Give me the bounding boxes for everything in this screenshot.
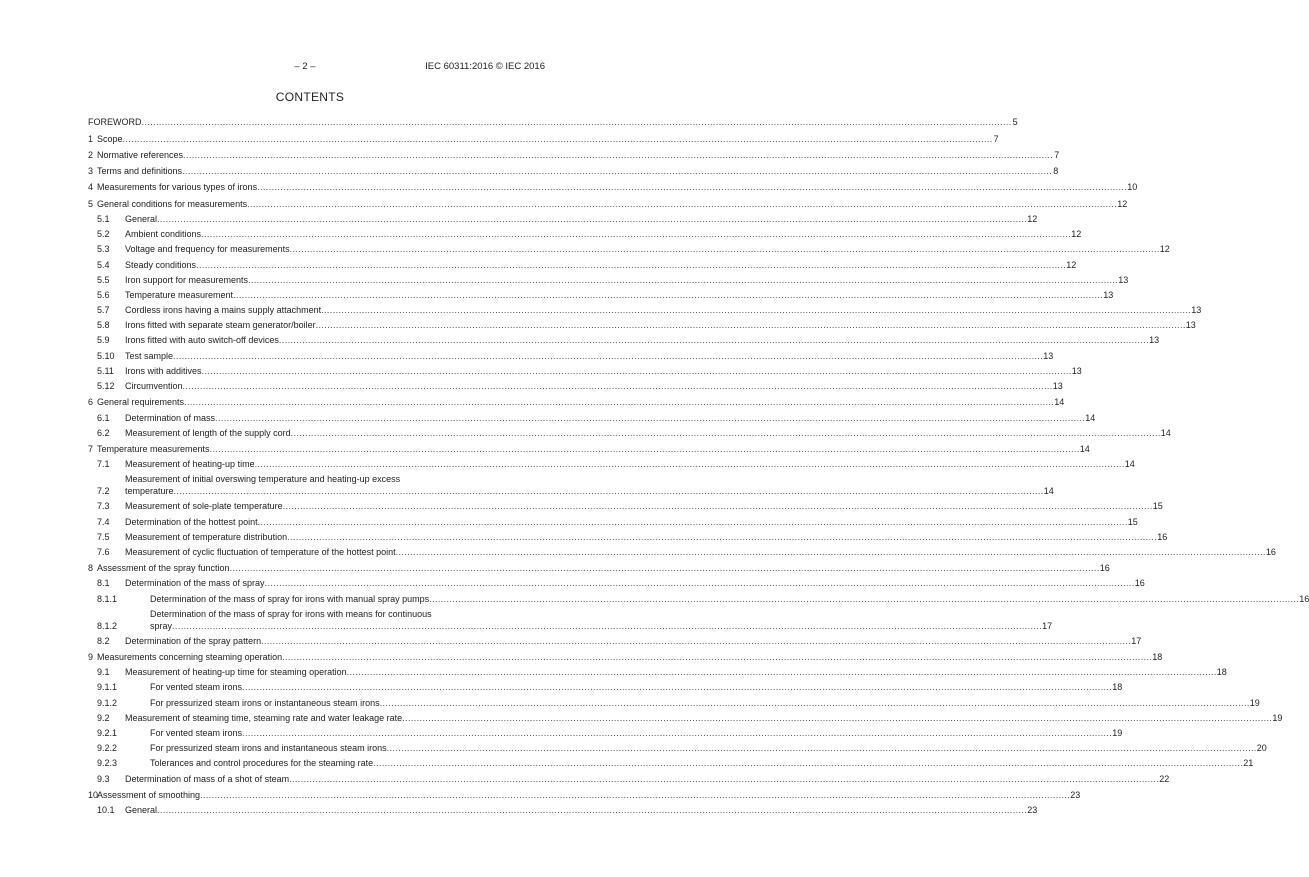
section-title: Tolerances and control procedures for the steaming rate	[150, 758, 374, 769]
section-number: 6.2	[97, 427, 110, 438]
section-title: Circumvention	[125, 381, 183, 392]
page-ref: 17	[1042, 620, 1053, 631]
section-number: 5.6	[97, 289, 110, 300]
section-title: Assessment of smoothing	[97, 789, 201, 800]
section-number: 5.3	[97, 244, 110, 255]
toc-entry[interactable]	[88, 112, 1018, 128]
section-title: Measurement of heating-up time for steaming operation	[125, 667, 347, 678]
page-ref: 13	[1071, 365, 1082, 376]
section-title: For vented steam irons	[150, 682, 243, 693]
page-ref: 16	[1265, 546, 1276, 557]
section-number: 9.1.2	[97, 697, 118, 708]
toc-entry[interactable]	[88, 455, 1135, 470]
section-number: 10.1	[97, 805, 115, 816]
toc-entry[interactable]	[88, 754, 1254, 769]
toc-entry[interactable]	[88, 801, 1038, 816]
toc-entry[interactable]	[88, 693, 1260, 708]
page-ref: 14	[1160, 427, 1171, 438]
dot-leader: ............................................................................................................................................................................................................................................................................................................	[264, 578, 1135, 589]
section-title: Assessment of the spray function	[97, 563, 230, 574]
dot-leader: ............................................................................................................................................................................................................................................................................................................	[254, 459, 1125, 470]
section-number: 5.11	[97, 365, 114, 376]
section-title: Iron support for measurements	[125, 274, 249, 285]
section-title: Scope	[97, 133, 123, 144]
section-number: 5.4	[97, 259, 110, 270]
toc-entry[interactable]	[88, 769, 1170, 784]
page-ref: 19	[1249, 697, 1260, 708]
section-number: 2	[88, 149, 94, 160]
section-number: 9.2.1	[97, 728, 118, 739]
section-number: 4	[88, 182, 94, 193]
dot-leader: ............................................................................................................................................................................................................................................................................................................	[379, 697, 1250, 708]
dot-leader: ............................................................................................................................................................................................................................................................................................................	[183, 149, 1054, 160]
dot-leader: ............................................................................................................................................................................................................................................................................................................	[386, 743, 1257, 754]
section-title: Measurement of heating-up time	[125, 459, 255, 470]
toc-entry[interactable]	[88, 739, 1267, 754]
dot-leader: ............................................................................................................................................................................................................................................................................................................	[201, 229, 1072, 240]
page-ref: 13	[1149, 335, 1160, 346]
dot-leader: ............................................................................................................................................................................................................................................................................................................	[321, 305, 1192, 316]
section-number: 8	[88, 563, 94, 574]
section-number: 9.2.3	[97, 758, 118, 769]
section-title: Measurements concerning steaming operation	[97, 652, 283, 663]
section-number: 6.1	[97, 412, 110, 423]
toc-entry[interactable]	[88, 377, 1063, 392]
dot-leader: ............................................................................................................................................................................................................................................................................................................	[278, 335, 1150, 346]
dot-leader: ............................................................................................................................................................................................................................................................................................................	[196, 259, 1067, 270]
page-ref: 18	[1216, 667, 1227, 678]
section-number: 7	[88, 444, 94, 454]
section-title: Ambient conditions	[125, 229, 202, 240]
dot-leader: ............................................................................................................................................................................................................................................................................................................	[395, 546, 1266, 557]
toc-entry[interactable]	[88, 574, 1145, 589]
toc-entry[interactable]	[88, 161, 1059, 177]
section-number: 8.1.1	[97, 593, 118, 604]
section-number: 5.8	[97, 320, 110, 331]
section-number: 9	[88, 652, 94, 663]
toc-entry[interactable]	[88, 286, 1114, 301]
section-title: Determination of the hottest point	[125, 516, 258, 527]
section-title: For pressurized steam irons and instantaneous steam irons	[150, 743, 387, 754]
page-ref: 13	[1103, 289, 1114, 300]
page-ref: 5	[1012, 117, 1018, 128]
section-title: Measurement of cyclic fluctuation of temperature of the hottest point	[125, 546, 396, 557]
toc-entry[interactable]	[88, 128, 999, 144]
toc-entry[interactable]	[88, 331, 1160, 346]
section-title: Irons fitted with auto switch-off devices	[125, 335, 279, 346]
dot-leader: ............................................................................................................................................................................................................................................................................................................	[157, 213, 1028, 224]
page-ref: 21	[1243, 758, 1254, 769]
section-title: Measurement of steaming time, steaming rate and water leakage rate	[125, 712, 403, 723]
dot-leader: ............................................................................................................................................................................................................................................................................................................	[122, 133, 993, 144]
section-number: 8.1	[97, 578, 110, 589]
section-number: 9.1.1	[97, 682, 118, 693]
page-ref: 18	[1112, 682, 1123, 693]
dot-leader: ............................................................................................................................................................................................................................................................................................................	[200, 789, 1071, 800]
dot-leader: ............................................................................................................................................................................................................................................................................................................	[257, 182, 1128, 193]
document-reference: IEC 60311:2016 © IEC 2016	[425, 61, 545, 72]
toc-entry[interactable]	[88, 663, 1227, 678]
page-ref: 15	[1152, 501, 1163, 512]
toc-entry[interactable]	[88, 210, 1038, 225]
section-number: 7.1	[97, 459, 110, 470]
page-ref: 10	[1127, 182, 1138, 193]
section-number: 7.3	[97, 501, 110, 512]
section-number: 6	[88, 397, 94, 408]
page-ref: 13	[1118, 274, 1129, 285]
toc-entry[interactable]	[88, 785, 1081, 801]
toc-entry[interactable]	[88, 632, 1142, 647]
section-number: 7.5	[97, 531, 110, 542]
dot-leader: ............................................................................................................................................................................................................................................................................................................	[242, 728, 1113, 739]
toc-entry[interactable]	[88, 470, 1054, 497]
section-title: For pressurized steam irons or instantaneous steam irons	[150, 697, 380, 708]
toc-entry[interactable]	[88, 439, 1090, 455]
page-number: – 2 –	[294, 61, 316, 72]
toc-entry[interactable]	[88, 225, 1082, 240]
section-title: Irons with additives	[125, 365, 202, 376]
page-ref: 7	[1054, 149, 1060, 160]
toc-entry[interactable]	[88, 497, 1163, 512]
section-title: Determination of mass	[125, 412, 216, 423]
toc-entry[interactable]	[88, 647, 1163, 663]
page-ref: 19	[1272, 712, 1283, 723]
page-ref: 23	[1070, 789, 1081, 800]
section-number: 9.2	[97, 712, 110, 723]
page-ref: 13	[1043, 350, 1054, 361]
section-number: 7.4	[97, 516, 110, 527]
section-number: 5.10	[97, 350, 115, 361]
section-title: Measurement of initial overswing temperature and heating-up excess	[125, 474, 401, 485]
dot-leader: ............................................................................................................................................................................................................................................................................................................	[157, 805, 1028, 816]
page-ref: 12	[1066, 259, 1077, 270]
toc-entry[interactable]	[88, 240, 1170, 255]
section-title: Determination of the mass of spray for irons with manual spray pumps	[150, 593, 430, 604]
section-number: 5.12	[97, 381, 115, 392]
section-title: Measurement of temperature distribution	[125, 531, 288, 542]
toc-entry[interactable]	[88, 177, 1138, 193]
page-ref: 14	[1054, 397, 1065, 408]
toc-entry[interactable]	[88, 605, 1053, 632]
section-title-continued: spray	[150, 620, 173, 631]
dot-leader: ............................................................................................................................................................................................................................................................................................................	[257, 516, 1128, 527]
toc-entry[interactable]	[88, 301, 1202, 316]
page-ref: 15	[1127, 516, 1138, 527]
page-ref: 14	[1085, 412, 1096, 423]
section-title: Irons fitted with separate steam generator/boiler	[125, 320, 316, 331]
page-ref: 16	[1099, 563, 1110, 574]
dot-leader: ............................................................................................................................................................................................................................................................................................................	[429, 593, 1300, 604]
section-title: Measurement of sole-plate temperature	[125, 501, 283, 512]
page-ref: 22	[1159, 773, 1170, 784]
dot-leader: ............................................................................................................................................................................................................................................................................................................	[289, 244, 1160, 255]
section-title: Normative references	[97, 149, 184, 160]
dot-leader: ............................................................................................................................................................................................................................................................................................................	[201, 365, 1072, 376]
section-title: General	[125, 805, 158, 816]
dot-leader: ............................................................................................................................................................................................................................................................................................................	[172, 620, 1043, 631]
page-ref: 8	[1053, 166, 1059, 177]
dot-leader: ............................................................................................................................................................................................................................................................................................................	[346, 667, 1217, 678]
page-ref: 14	[1079, 444, 1090, 454]
section-title: Determination of mass of a shot of steam	[125, 773, 290, 784]
section-title: Test sample	[125, 350, 174, 361]
dot-leader: ............................................................................................................................................................................................................................................................................................................	[233, 289, 1104, 300]
section-title: Measurement of length of the supply cord	[125, 427, 291, 438]
section-number: 5.5	[97, 274, 110, 285]
toc-entry[interactable]	[88, 543, 1276, 558]
dot-leader: ............................................................................................................................................................................................................................................................................................................	[247, 198, 1118, 209]
section-number: 3	[88, 166, 94, 177]
page-ref: 14	[1124, 459, 1135, 470]
dot-leader: ............................................................................................................................................................................................................................................................................................................	[287, 531, 1158, 542]
section-title: Temperature measurement	[125, 289, 234, 300]
toc-entry[interactable]	[88, 589, 1309, 604]
page-ref: 7	[993, 133, 999, 144]
page-ref: 13	[1191, 305, 1202, 316]
toc-entry[interactable]	[88, 362, 1082, 377]
toc-entry[interactable]	[88, 408, 1096, 423]
page-ref: 13	[1185, 320, 1196, 331]
page-ref: 16	[1134, 578, 1145, 589]
dot-leader: ............................................................................................................................................................................................................................................................................................................	[373, 758, 1244, 769]
page-ref: 12	[1159, 244, 1170, 255]
page-ref: 13	[1052, 381, 1063, 392]
dot-leader: ............................................................................................................................................................................................................................................................................................................	[184, 397, 1055, 408]
dot-leader: ............................................................................................................................................................................................................................................................................................................	[289, 773, 1160, 784]
section-title: For vented steam irons	[150, 728, 243, 739]
section-number: 5.1	[97, 213, 110, 224]
section-title-continued: temperature	[125, 486, 174, 497]
toc-entry[interactable]	[88, 724, 1123, 739]
dot-leader: ............................................................................................................................................................................................................................................................................................................	[209, 444, 1080, 454]
toc-entry[interactable]	[88, 424, 1171, 439]
dot-leader: ............................................................................................................................................................................................................................................................................................................	[173, 486, 1044, 497]
section-number: 5.7	[97, 305, 110, 316]
section-number: 1	[88, 133, 94, 144]
section-number: 5.9	[97, 335, 110, 346]
section-title: General conditions for measurements	[97, 198, 248, 209]
section-number: 7.6	[97, 546, 110, 557]
section-number: 5.2	[97, 229, 110, 240]
section-title: Measurements for various types of irons	[97, 182, 258, 193]
section-number: 10	[88, 789, 99, 800]
dot-leader: ............................................................................................................................................................................................................................................................................................................	[173, 350, 1044, 361]
section-title: Determination of the spray pattern	[125, 635, 262, 646]
page-ref: 17	[1131, 635, 1142, 646]
toc-entry[interactable]	[88, 678, 1123, 693]
dot-leader: ............................................................................................................................................................................................................................................................................................................	[182, 381, 1053, 392]
dot-leader: ............................................................................................................................................................................................................................................................................................................	[261, 635, 1132, 646]
section-title: Determination of the mass of spray	[125, 578, 265, 589]
dot-leader: ............................................................................................................................................................................................................................................................................................................	[182, 166, 1053, 177]
dot-leader: ............................................................................................................................................................................................................................................................................................................	[315, 320, 1186, 331]
toc-entry[interactable]	[88, 145, 1060, 161]
section-title: Voltage and frequency for measurements	[125, 244, 290, 255]
dot-leader: ............................................................................................................................................................................................................................................................................................................	[248, 274, 1119, 285]
section-number: 9.2.2	[97, 743, 118, 754]
section-title: General	[125, 213, 158, 224]
toc-entry[interactable]	[88, 709, 1283, 724]
dot-leader: ............................................................................................................................................................................................................................................................................................................	[402, 712, 1273, 723]
section-title: Steady conditions	[125, 259, 197, 270]
page-ref: 16	[1157, 531, 1168, 542]
section-number: 5	[88, 198, 94, 209]
page-ref: 14	[1043, 486, 1054, 497]
contents-title: CONTENTS	[275, 90, 345, 104]
toc-entry[interactable]	[88, 271, 1129, 286]
section-number: 8.1.2	[97, 620, 118, 631]
section-title: General requirements	[97, 397, 185, 408]
dot-leader: ............................................................................................................................................................................................................................................................................................................	[215, 412, 1086, 423]
page-ref: 12	[1117, 198, 1128, 209]
section-title: Terms and definitions	[97, 166, 183, 177]
dot-leader: ............................................................................................................................................................................................................................................................................................................	[141, 117, 1012, 128]
section-title: FOREWORD	[88, 117, 142, 128]
toc-entry[interactable]	[88, 316, 1196, 331]
toc-entry[interactable]	[88, 193, 1128, 209]
section-title: Determination of the mass of spray for irons with means for continuous	[150, 608, 432, 619]
dot-leader: ............................................................................................................................................................................................................................................................................................................	[229, 563, 1100, 574]
section-title: Temperature measurements	[97, 444, 210, 454]
section-number: 7.2	[97, 486, 110, 497]
toc-entry[interactable]	[88, 346, 1054, 361]
toc-entry[interactable]	[88, 528, 1168, 543]
section-number: 8.2	[97, 635, 110, 646]
section-title: Cordless irons having a mains supply attachment	[125, 305, 322, 316]
page-ref: 23	[1027, 805, 1038, 816]
toc-entry[interactable]	[88, 512, 1138, 527]
page-ref: 20	[1256, 743, 1267, 754]
dot-leader: ............................................................................................................................................................................................................................................................................................................	[282, 652, 1153, 663]
page-ref: 18	[1152, 652, 1163, 663]
page-ref: 16	[1299, 593, 1309, 604]
section-number: 9.3	[97, 773, 110, 784]
dot-leader: ............................................................................................................................................................................................................................................................................................................	[290, 427, 1161, 438]
dot-leader: ............................................................................................................................................................................................................................................................................................................	[242, 682, 1113, 693]
table-of-contents	[88, 112, 1309, 816]
page-ref: 12	[1071, 229, 1082, 240]
section-number: 9.1	[97, 667, 110, 678]
dot-leader: ............................................................................................................................................................................................................................................................................................................	[282, 501, 1153, 512]
toc-entry[interactable]	[88, 558, 1110, 574]
toc-entry[interactable]	[88, 255, 1077, 270]
toc-entry[interactable]	[88, 392, 1065, 408]
page-ref: 19	[1112, 728, 1123, 739]
page-ref: 12	[1027, 213, 1038, 224]
